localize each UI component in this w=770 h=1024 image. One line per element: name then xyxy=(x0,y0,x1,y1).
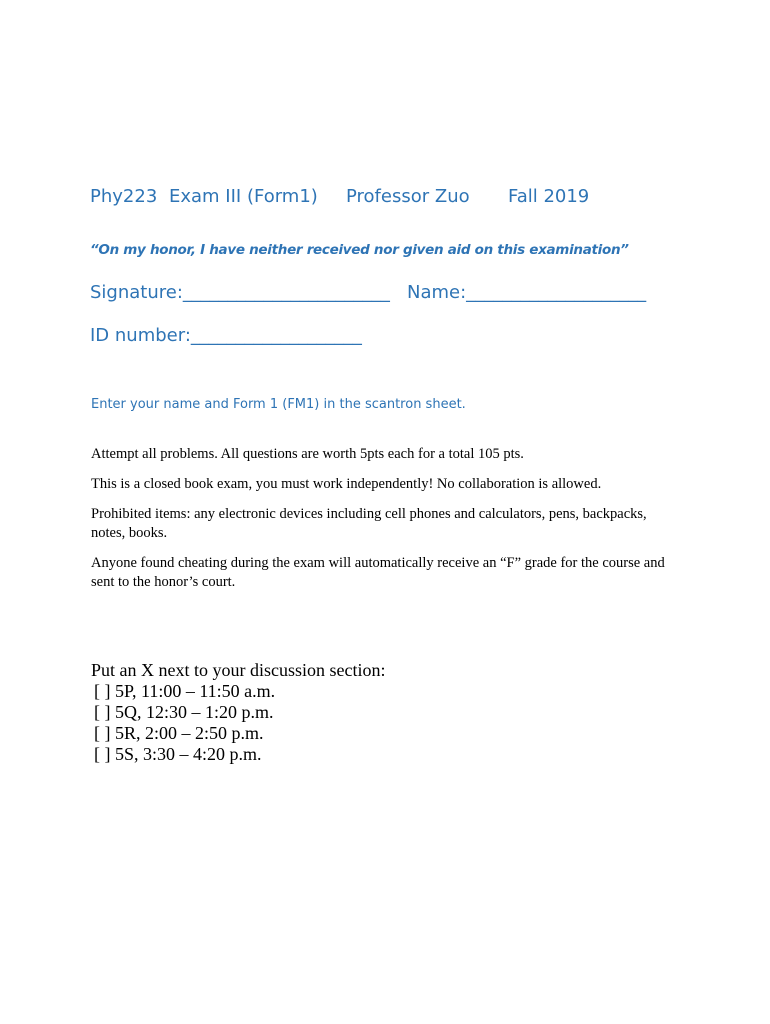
rule-item: Attempt all problems. All questions are worth 5pts each for a total 105 pts. xyxy=(91,446,524,462)
discussion-section-option[interactable]: [ ] 5R, 2:00 – 2:50 p.m. xyxy=(94,723,264,743)
exam-rules xyxy=(91,445,681,603)
rule-item: Prohibited items: any electronic devices including cell phones and calculators, pens, backpacks, notes, books. xyxy=(91,506,647,541)
discussion-section-title: Put an X next to your discussion section: xyxy=(91,660,386,680)
exam-title: Exam III (Form1) xyxy=(169,186,318,207)
scantron-instruction: Enter your name and Form 1 (FM1) in the scantron sheet. xyxy=(91,397,466,412)
course-code: Phy223 xyxy=(90,186,158,207)
discussion-section-option[interactable]: [ ] 5P, 11:00 – 11:50 a.m. xyxy=(94,681,276,701)
discussion-section-list xyxy=(91,681,385,765)
id-number-field[interactable]: ID number:___________________ xyxy=(90,325,362,346)
honor-pledge: “On my honor, I have neither received nor given aid on this examination” xyxy=(90,242,629,258)
discussion-section-option[interactable]: [ ] 5Q, 12:30 – 1:20 p.m. xyxy=(94,702,274,722)
exam-term: Fall 2019 xyxy=(508,186,590,207)
signature-field[interactable]: Signature:_______________________ xyxy=(90,282,390,303)
name-field[interactable]: Name:____________________ xyxy=(407,282,647,303)
professor-name: Professor Zuo xyxy=(346,186,470,207)
discussion-section-option[interactable]: [ ] 5S, 3:30 – 4:20 p.m. xyxy=(94,744,262,764)
discussion-section-block xyxy=(91,660,385,765)
rule-item: Anyone found cheating during the exam will automatically receive an “F” grade for the course and sent to the honor’s court. xyxy=(91,555,665,590)
rule-item: This is a closed book exam, you must work independently! No collaboration is allowed. xyxy=(91,476,602,492)
